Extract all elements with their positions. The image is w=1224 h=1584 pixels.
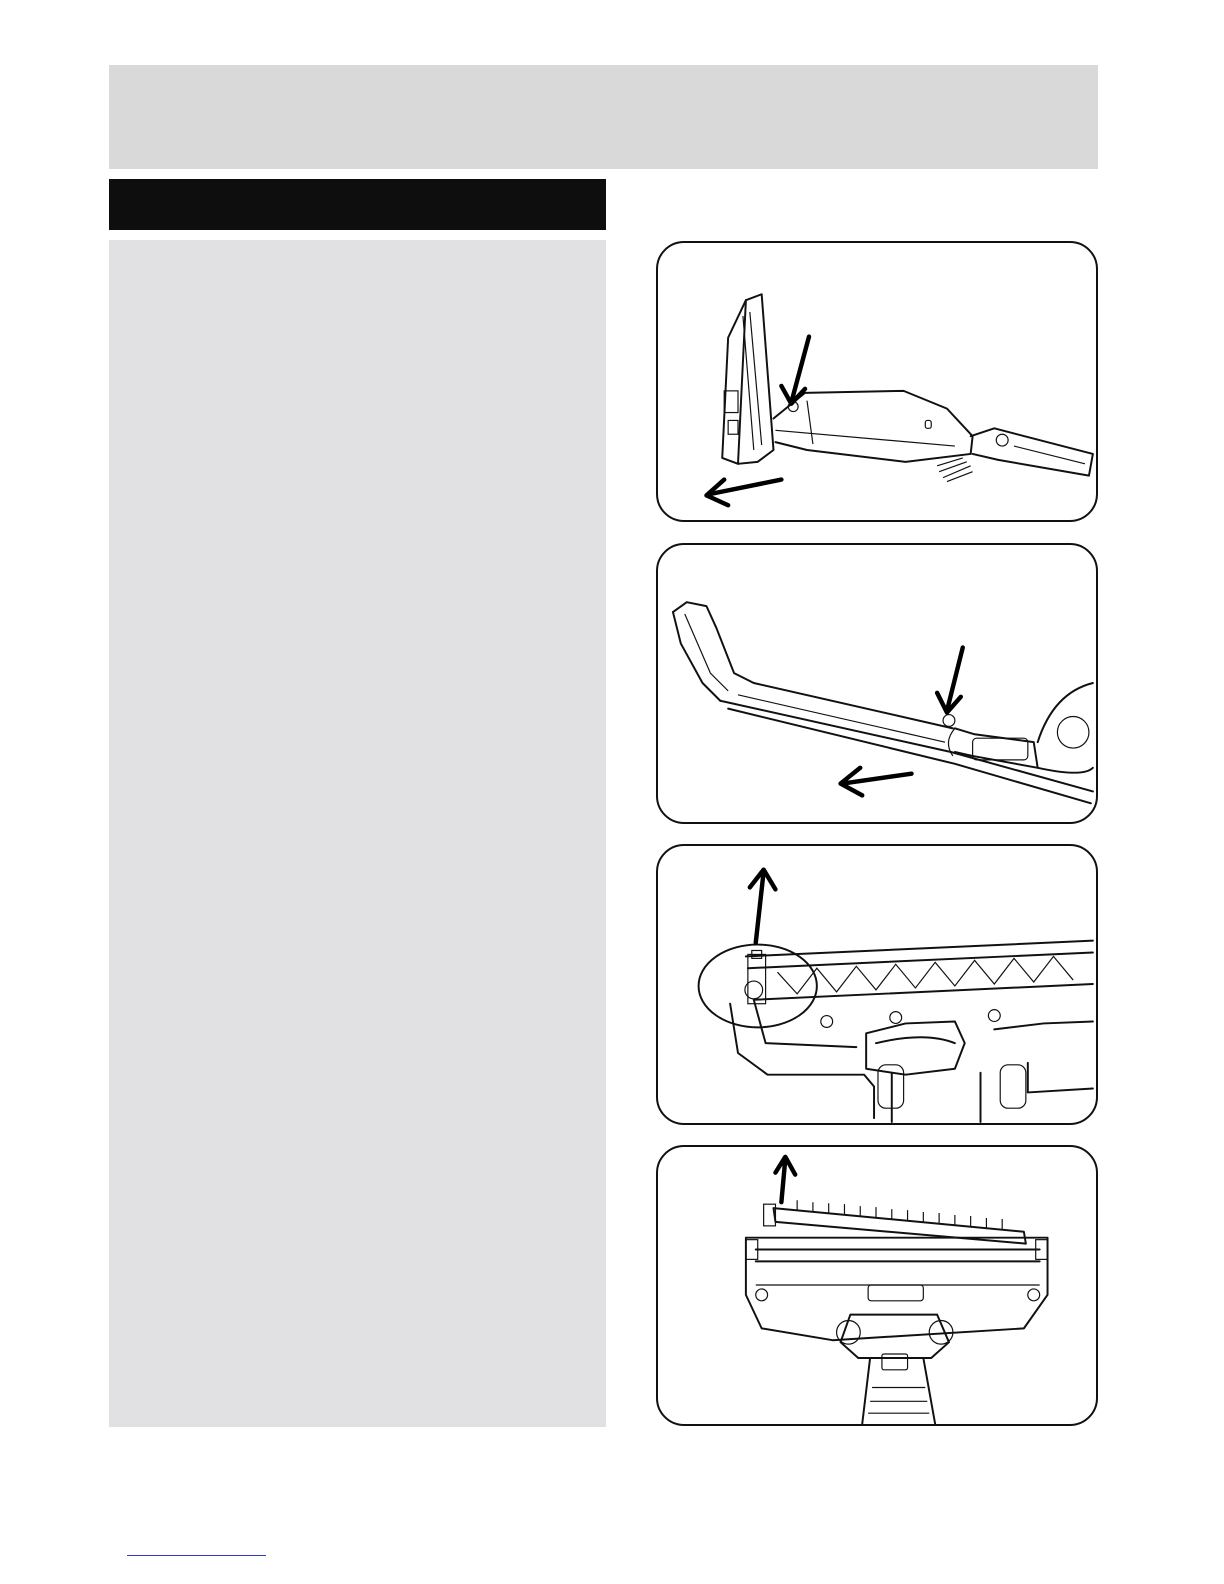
figure-step-2 [656,543,1098,824]
figure-step-1 [656,241,1098,522]
wand-tube-release-illustration [658,545,1096,822]
figure-step-3 [656,844,1098,1125]
header-band [109,65,1098,169]
handheld-vacuum-remove-head-illustration [658,243,1096,520]
brushroll-cap-lift-illustration [658,846,1096,1123]
figure-step-4 [656,1145,1098,1426]
footer-link-underline [127,1555,266,1556]
section-title-bar [109,179,606,230]
brushroll-removal-illustration [658,1147,1096,1424]
instructions-panel [109,240,606,1427]
